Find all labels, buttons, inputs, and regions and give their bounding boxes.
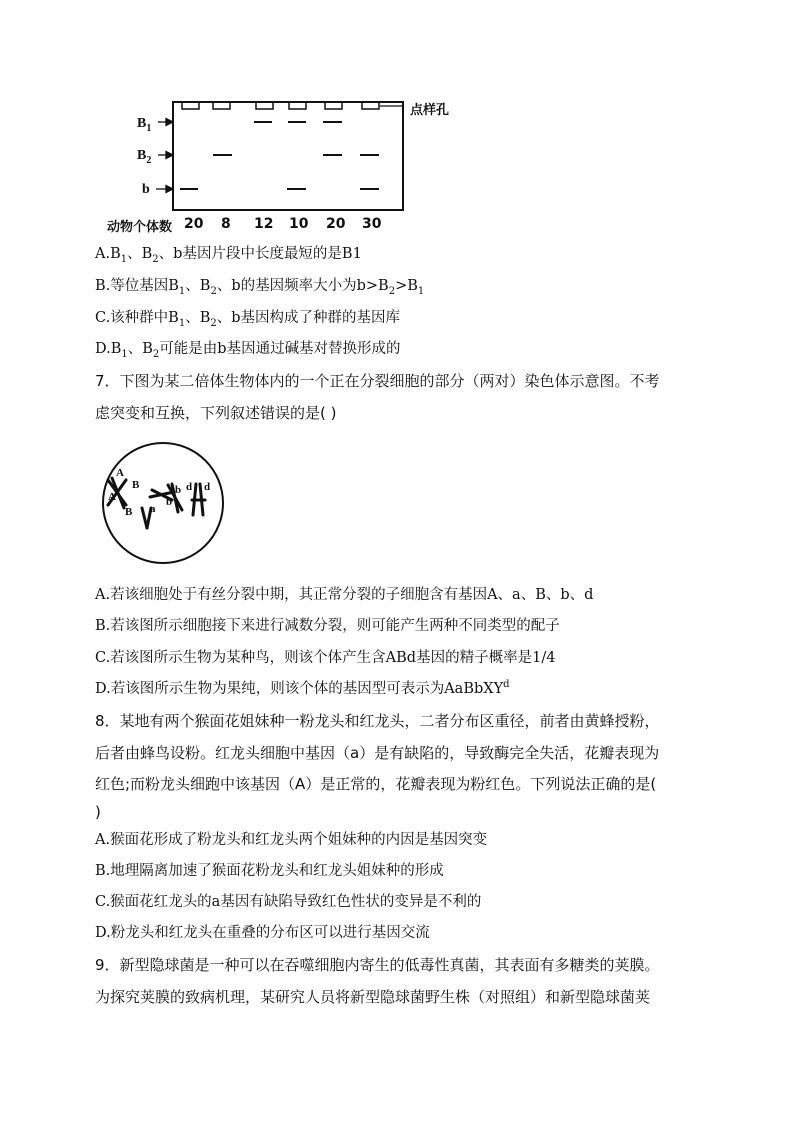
cell-label: B bbox=[125, 506, 133, 518]
q9-stem-line1: 9．新型隐球菌是一种可以在吞噬细胞内寄生的低毒性真菌，其表面有多糖类的荚膜。 bbox=[95, 956, 660, 974]
q8-stem-line2: 后者由蜂鸟设粉。红龙头细胞中基因（a）是有缺陷的，导致酶完全失活，花瓣表现为 bbox=[95, 744, 660, 762]
count-5: 20 bbox=[326, 216, 346, 232]
gel-diagram bbox=[0, 0, 794, 230]
q8-option-b: B.地理隔离加速了猴面花粉龙头和红龙头姐妹种的形成 bbox=[95, 863, 444, 879]
cell-label: d bbox=[204, 481, 211, 493]
q7-option-c: C.若该图所示生物为某种鸟，则该个体产生含ABd基因的精子概率是1/4 bbox=[95, 650, 556, 666]
row-label-b1: $B_1$ bbox=[137, 116, 152, 134]
row-label-b2: $B_2$ bbox=[137, 148, 152, 166]
q7-option-a: A.若该细胞处于有丝分裂中期，其正常分裂的子细胞含有基因A、a、B、b、d bbox=[95, 587, 594, 603]
bands bbox=[180, 122, 379, 189]
q8-option-d: D.粉龙头和红龙头在重叠的分布区可以进行基因交流 bbox=[95, 925, 430, 941]
q7-stem-line1: 7．下图为某二倍体生物体内的一个正在分裂细胞的部分（两对）染色体示意图。不考 bbox=[95, 372, 660, 390]
cell-label: A bbox=[108, 491, 116, 503]
q6-option-b: B.等位基因$B_1$、$B_2$、b的基因频率大小为$b>B_2>B_1$ bbox=[95, 278, 425, 297]
row-arrows bbox=[156, 106, 404, 193]
cell-label: B bbox=[132, 479, 140, 491]
well-label: 点样孔 bbox=[410, 103, 450, 118]
count-2: 8 bbox=[221, 216, 231, 232]
count-label: 动物个体数 bbox=[107, 220, 173, 235]
q6-option-a: $A.B_1$、$B_2$、b基因片段中长度最短的是B1 bbox=[95, 246, 362, 265]
count-6: 30 bbox=[362, 216, 382, 232]
row-label-b: b bbox=[142, 182, 150, 197]
q8-stem-line4: ) bbox=[95, 803, 101, 821]
cell-label: a bbox=[150, 503, 156, 515]
q9-stem-line2: 为探究荚膜的致病机理，某研究人员将新型隐球菌野生株（对照组）和新型隐球菌荚 bbox=[95, 988, 651, 1006]
cell-label: b bbox=[166, 496, 173, 508]
cell-label: b bbox=[175, 484, 182, 496]
q8-option-c: C.猴面花红龙头的a基因有缺陷导致红色性状的变异是不利的 bbox=[95, 894, 482, 910]
cell-label: A bbox=[116, 467, 124, 479]
cell-diagram bbox=[0, 435, 794, 575]
sample-wells bbox=[182, 102, 379, 109]
q8-stem-line1: 8．某地有两个猴面花姐妹种一粉龙头和红龙头，二者分布区重径，前者由黄蜂授粉， bbox=[95, 712, 660, 730]
q8-stem-line3: 红色;而粉龙头细跑中该基因（A）是正常的，花瓣表现为粉红色。下列说法正确的是( bbox=[95, 775, 657, 793]
q6-option-d: $D.B_1$、$B_2$可能是由b基因通过碱基对替换形成的 bbox=[95, 341, 401, 360]
q7-option-d: D.若该图所示生物为果纯，则该个体的基因型可表示为AaBbXY$^d$ bbox=[95, 679, 510, 697]
q7-stem-line2: 虑突变和互换，下列叙述错误的是( ) bbox=[95, 404, 337, 422]
count-3: 12 bbox=[254, 216, 274, 232]
count-4: 10 bbox=[289, 216, 309, 232]
count-1: 20 bbox=[184, 216, 204, 232]
q6-option-c: C.该种群中$B_1$、$B_2$、b基因构成了种群的基因库 bbox=[95, 310, 401, 329]
cell-label: d bbox=[186, 481, 193, 493]
q8-option-a: A.猴面花形成了粉龙头和红龙头两个姐妹种的内因是基因突变 bbox=[95, 832, 488, 848]
q7-option-b: B.若该图所示细胞接下来进行减数分裂，则可能产生两种不同类型的配子 bbox=[95, 618, 560, 634]
